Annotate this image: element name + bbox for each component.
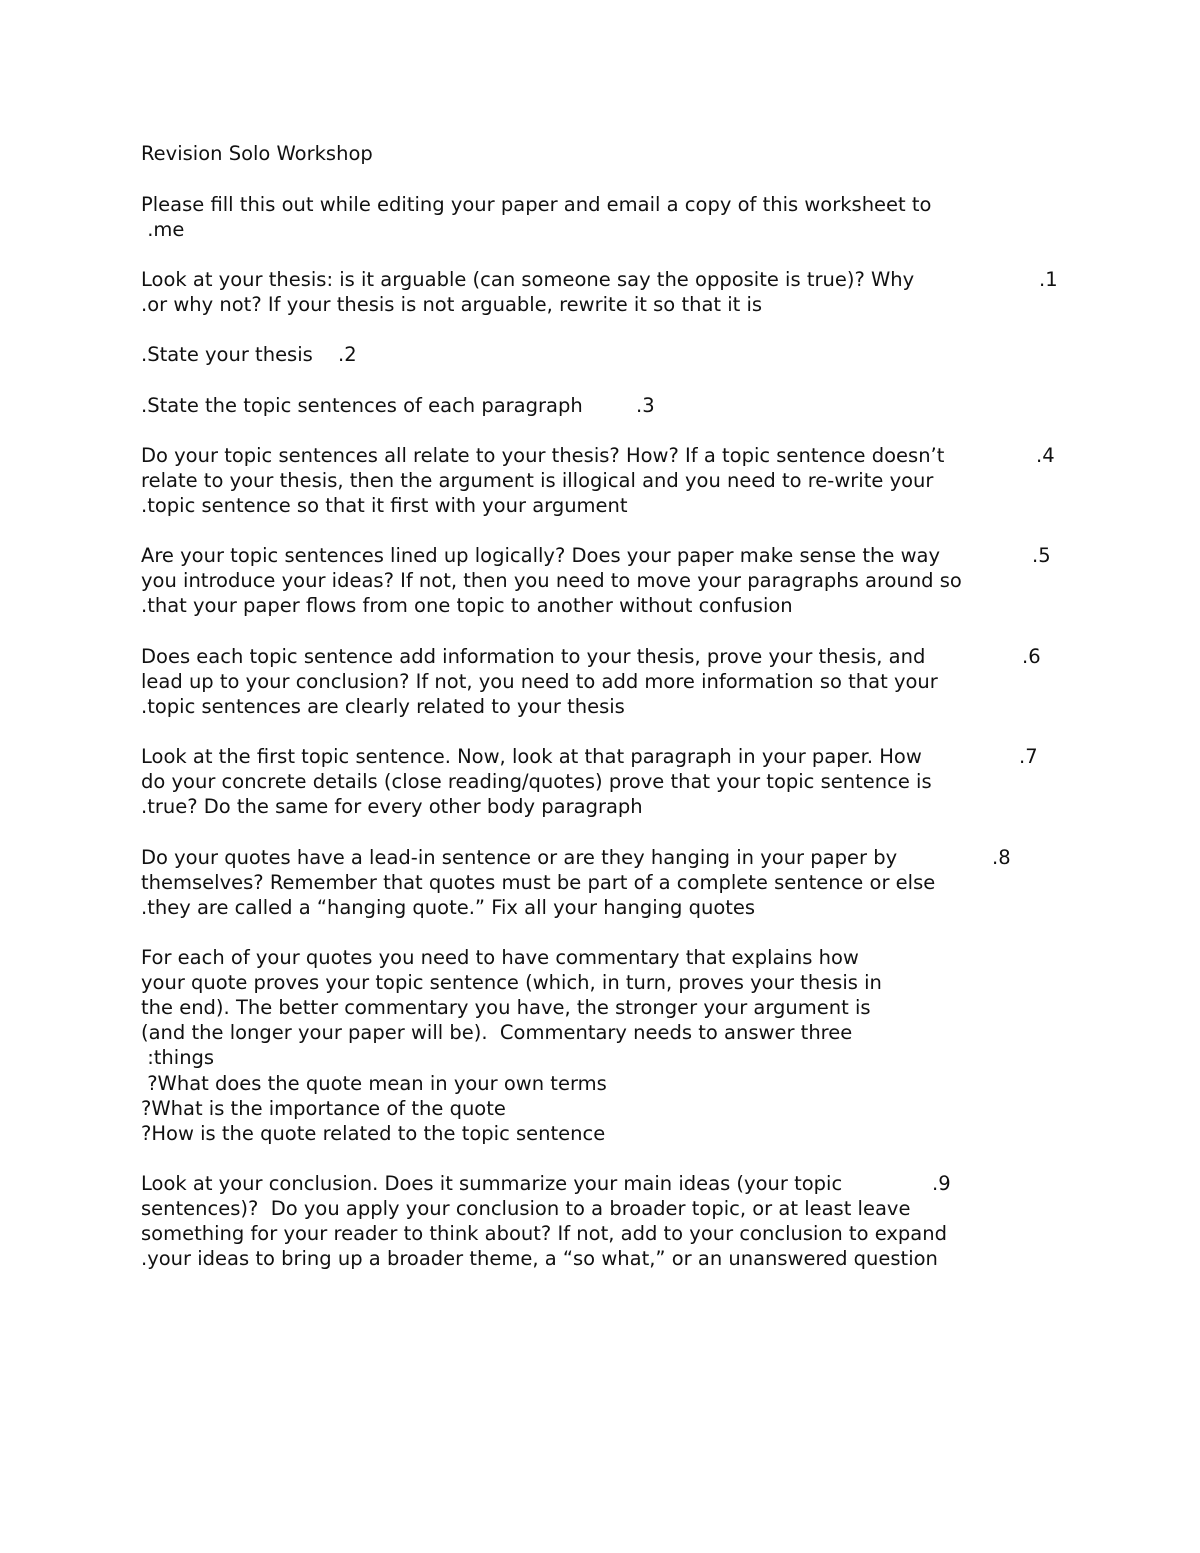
item-7-line: Look at the first topic sentence. Now, look at that paragraph in your paper. How [141,745,922,768]
item-4-line: relate to your thesis, then the argument is illogical and you need to re-write your [141,469,934,492]
item-5-line: .that your paper flows from one topic to another without confusion [141,594,793,617]
item-9-line: Look at your conclusion. Does it summarize your main ideas (your topic [141,1172,843,1195]
item-6-number: .6 [1022,645,1041,668]
commentary-line: For each of your quotes you need to have commentary that explains how [141,946,859,969]
item-1-number: .1 [1039,268,1058,291]
item-6-line: .topic sentences are clearly related to your thesis [141,695,625,718]
item-8-line: Do your quotes have a lead-in sentence or are they hanging in your paper by [141,846,898,869]
commentary-question: ?How is the quote related to the topic sentence [141,1122,606,1145]
commentary-question: ?What is the importance of the quote [141,1097,506,1120]
item-9-line: .your ideas to bring up a broader theme, a “so what,” or an unanswered question [141,1247,938,1270]
commentary-line: your quote proves your topic sentence (which, in turn, proves your thesis in [141,971,882,994]
item-5-line: Are your topic sentences lined up logically? Does your paper make sense the way [141,544,941,567]
commentary-line: (and the longer your paper will be). Commentary needs to answer three [141,1021,853,1044]
item-1-line: Look at your thesis: is it arguable (can someone say the opposite is true)? Why [141,268,915,291]
commentary-question: ?What does the quote mean in your own terms [141,1072,607,1095]
item-3-line: .State the topic sentences of each paragraph [141,394,583,417]
item-4-line: .topic sentence so that it first with your argument [141,494,628,517]
item-4-number: .4 [1036,444,1055,467]
item-5-number: .5 [1032,544,1051,567]
item-2-number: .2 [338,343,357,366]
item-6-line: lead up to your conclusion? If not, you need to add more information so that your [141,670,938,693]
item-7-line: do your concrete details (close reading/quotes) prove that your topic sentence is [141,770,932,793]
item-9-line: sentences)? Do you apply your conclusion to a broader topic, or at least leave [141,1197,911,1220]
item-2-line: .State your thesis [141,343,313,366]
commentary-line: :things [141,1046,215,1069]
item-6-line: Does each topic sentence add information to your thesis, prove your thesis, and [141,645,926,668]
item-7-number: .7 [1019,745,1038,768]
item-9-number: .9 [932,1172,951,1195]
intro-line: Please fill this out while editing your paper and email a copy of this worksheet to [141,193,932,216]
item-8-line: themselves? Remember that quotes must be part of a complete sentence or else [141,871,936,894]
item-4-line: Do your topic sentences all relate to your thesis? How? If a topic sentence doesn’t [141,444,945,467]
item-5-line: you introduce your ideas? If not, then you need to move your paragraphs around so [141,569,962,592]
item-8-number: .8 [992,846,1011,869]
item-7-line: .true? Do the same for every other body paragraph [141,795,643,818]
item-1-line: .or why not? If your thesis is not arguable, rewrite it so that it is [141,293,763,316]
item-8-line: .they are called a “hanging quote.” Fix all your hanging quotes [141,896,756,919]
item-9-line: something for your reader to think about? If not, add to your conclusion to expand [141,1222,947,1245]
commentary-line: the end). The better commentary you have, the stronger your argument is [141,996,871,1019]
document-title: Revision Solo Workshop [141,142,373,165]
item-3-number: .3 [636,394,655,417]
intro-line: .me [141,218,185,241]
